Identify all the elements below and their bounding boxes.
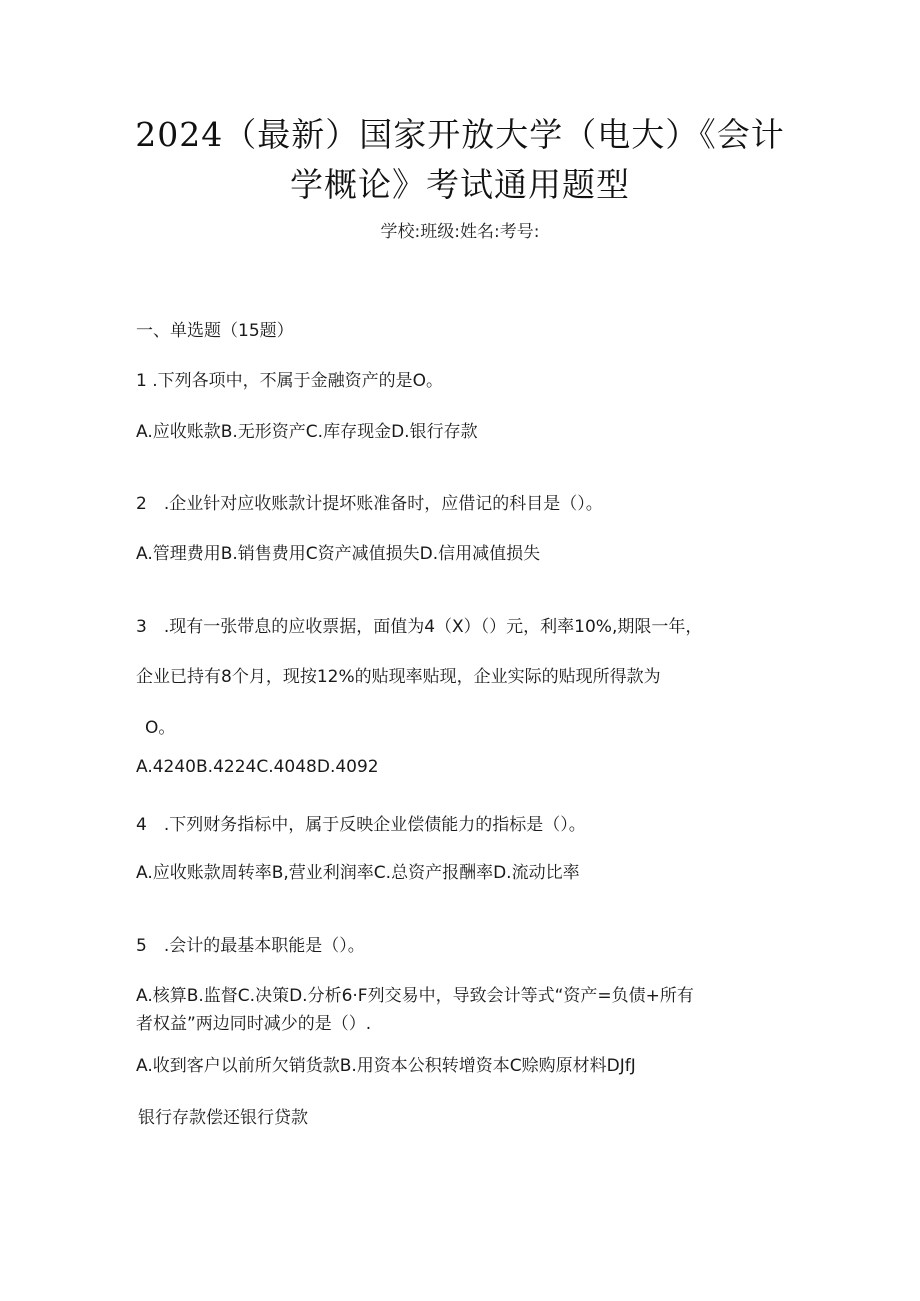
question-3-stem-line-3: O。 — [145, 718, 176, 738]
question-5-stem: 5 .会计的最基本职能是（）。 — [136, 936, 365, 956]
question-4-stem: 4 .下列财务指标中，属于反映企业偿债能力的指标是（）。 — [136, 815, 586, 835]
question-3-stem-line-1: 3 .现有一张带息的应收票据，面值为4（X）（）元，利率10%,期限一年， — [136, 617, 703, 637]
question-5-options-line-1: A.核算B.监督C.决策D.分析6·F列交易中，导致会计等式“资产=负债+所有 — [136, 986, 694, 1006]
question-2-stem: 2 .企业针对应收账款计提坏账准备时，应借记的科目是（）。 — [136, 494, 603, 514]
question-3-stem-line-2: 企业已持有8个月，现按12%的贴现率贴现，企业实际的贴现所得款为 — [136, 667, 661, 687]
section-heading: 一、单选题（15题） — [136, 321, 294, 341]
question-3-options: A.4240B.4224C.4048D.4092 — [136, 757, 379, 777]
student-info-line: 学校:班级:姓名:考号: — [380, 222, 540, 242]
question-6-options: A.收到客户以前所欠销货款B.用资本公积转增资本C赊购原材料DJfJ — [136, 1056, 636, 1076]
question-1-options: A.应收账款B.无形资产C.库存现金D.银行存款 — [136, 422, 478, 442]
question-4-options: A.应收账款周转率B,营业利润率C.总资产报酬率D.流动比率 — [136, 863, 580, 883]
question-2-options: A.管理费用B.销售费用C资产减值损失D.信用减值损失 — [136, 544, 541, 564]
document-title-line-1: 2024（最新）国家开放大学（电大）《会计 — [135, 115, 785, 154]
question-6-options-continuation: 银行存款偿还银行贷款 — [138, 1108, 308, 1128]
question-1-stem: 1 .下列各项中，不属于金融资产的是O。 — [136, 371, 444, 391]
question-5-options-line-2: 者权益”两边同时减少的是（）. — [136, 1014, 372, 1034]
document-title-line-2: 学概论》考试通用题型 — [290, 165, 630, 204]
